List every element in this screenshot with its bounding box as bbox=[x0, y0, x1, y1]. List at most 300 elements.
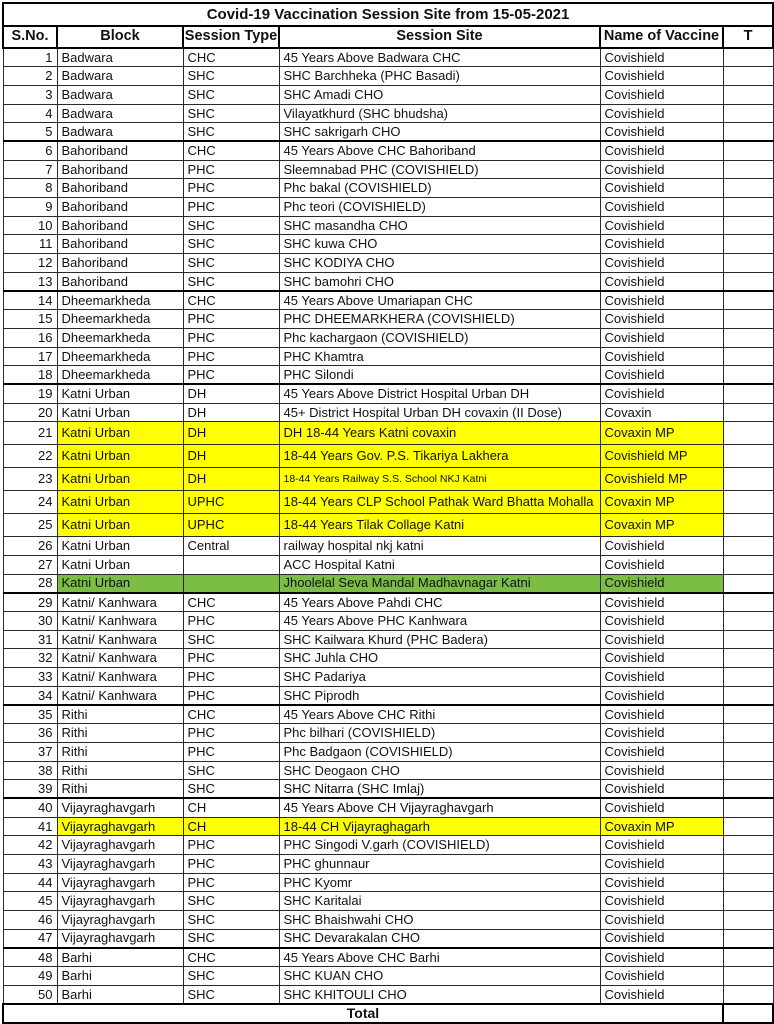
session-site-cell: SHC Juhla CHO bbox=[279, 649, 600, 668]
vaccine-cell: Covishield bbox=[600, 967, 723, 986]
block-cell: Badwara bbox=[57, 67, 183, 86]
truncated-cell bbox=[723, 892, 773, 911]
block-cell: Bahoriband bbox=[57, 160, 183, 179]
session-type-cell: CHC bbox=[183, 593, 279, 612]
block-cell: Katni Urban bbox=[57, 422, 183, 445]
block-cell: Bahoriband bbox=[57, 216, 183, 235]
total-extra-cell bbox=[723, 1004, 773, 1023]
sno-cell: 32 bbox=[3, 649, 57, 668]
table-row bbox=[3, 272, 773, 291]
truncated-cell bbox=[723, 724, 773, 743]
block-cell: Katni Urban bbox=[57, 384, 183, 403]
vaccine-cell: Covishield bbox=[600, 854, 723, 873]
session-type-cell: CHC bbox=[183, 291, 279, 310]
table-row bbox=[3, 555, 773, 574]
vaccine-cell: Covishield bbox=[600, 235, 723, 254]
session-type-cell: PHC bbox=[183, 366, 279, 385]
session-site-cell: SHC kuwa CHO bbox=[279, 235, 600, 254]
sno-cell: 16 bbox=[3, 328, 57, 347]
session-type-cell: CHC bbox=[183, 705, 279, 724]
truncated-cell bbox=[723, 537, 773, 556]
truncated-cell bbox=[723, 817, 773, 836]
table-row bbox=[3, 347, 773, 366]
title-row bbox=[3, 3, 773, 26]
block-cell: Bahoriband bbox=[57, 179, 183, 198]
session-site-cell: SHC Devarakalan CHO bbox=[279, 929, 600, 948]
sno-cell: 6 bbox=[3, 141, 57, 160]
session-site-cell: 45 Years Above CHC Bahoriband bbox=[279, 141, 600, 160]
truncated-cell bbox=[723, 445, 773, 468]
table-row bbox=[3, 780, 773, 799]
block-cell: Katni/ Kanhwara bbox=[57, 593, 183, 612]
vaccine-cell: Covaxin bbox=[600, 403, 723, 422]
session-type-cell bbox=[183, 555, 279, 574]
block-cell: Katni/ Kanhwara bbox=[57, 668, 183, 687]
table-row bbox=[3, 366, 773, 385]
truncated-cell bbox=[723, 514, 773, 537]
table-row bbox=[3, 761, 773, 780]
session-site-cell: SHC KODIYA CHO bbox=[279, 254, 600, 273]
table-row bbox=[3, 724, 773, 743]
table-row bbox=[3, 422, 773, 445]
session-site-cell: 45 Years Above CH Vijayraghavgarh bbox=[279, 798, 600, 817]
block-cell: Badwara bbox=[57, 48, 183, 67]
vaccine-cell: Covishield bbox=[600, 272, 723, 291]
table-row bbox=[3, 468, 773, 491]
vaccine-cell: Covishield bbox=[600, 48, 723, 67]
session-type-cell: SHC bbox=[183, 892, 279, 911]
block-cell: Rithi bbox=[57, 724, 183, 743]
block-cell: Barhi bbox=[57, 967, 183, 986]
session-type-cell: SHC bbox=[183, 254, 279, 273]
sno-cell: 5 bbox=[3, 123, 57, 142]
session-type-cell: PHC bbox=[183, 198, 279, 217]
vaccine-cell: Covishield bbox=[600, 123, 723, 142]
session-type-cell: SHC bbox=[183, 123, 279, 142]
vaccine-cell: Covishield bbox=[600, 160, 723, 179]
session-type-cell: CHC bbox=[183, 141, 279, 160]
vaccine-cell: Covishield bbox=[600, 873, 723, 892]
table-row bbox=[3, 514, 773, 537]
table-row bbox=[3, 742, 773, 761]
block-cell: Katni Urban bbox=[57, 537, 183, 556]
table-row bbox=[3, 384, 773, 403]
session-site-cell: Jhoolelal Seva Mandal Madhavnagar Katni bbox=[279, 574, 600, 593]
session-site-cell: 18-44 Years Railway S.S. School NKJ Katni bbox=[279, 468, 600, 491]
session-type-cell: DH bbox=[183, 445, 279, 468]
spreadsheet bbox=[2, 2, 774, 1024]
vaccine-cell: Covishield bbox=[600, 649, 723, 668]
block-cell: Bahoriband bbox=[57, 272, 183, 291]
table-row bbox=[3, 198, 773, 217]
table-row bbox=[3, 67, 773, 86]
vaccine-cell: Covishield bbox=[600, 328, 723, 347]
sno-cell: 39 bbox=[3, 780, 57, 799]
vaccine-cell: Covishield bbox=[600, 85, 723, 104]
truncated-cell bbox=[723, 854, 773, 873]
session-site-cell: PHC DHEEMARKHERA (COVISHIELD) bbox=[279, 310, 600, 329]
session-site-cell: Phc bakal (COVISHIELD) bbox=[279, 179, 600, 198]
block-cell: Vijayraghavgarh bbox=[57, 873, 183, 892]
sno-cell: 21 bbox=[3, 422, 57, 445]
truncated-cell bbox=[723, 742, 773, 761]
vaccine-cell: Covishield bbox=[600, 593, 723, 612]
session-site-cell: Vilayatkhurd (SHC bhudsha) bbox=[279, 104, 600, 123]
vaccine-cell: Covishield bbox=[600, 686, 723, 705]
table-row bbox=[3, 686, 773, 705]
column-header-session-site: Session Site bbox=[279, 26, 600, 48]
block-cell: Barhi bbox=[57, 985, 183, 1004]
session-site-cell: ACC Hospital Katni bbox=[279, 555, 600, 574]
vaccine-cell: Covishield bbox=[600, 67, 723, 86]
truncated-cell bbox=[723, 160, 773, 179]
vaccine-cell: Covishield bbox=[600, 630, 723, 649]
table-row bbox=[3, 612, 773, 631]
session-site-cell: 45 Years Above District Hospital Urban DH bbox=[279, 384, 600, 403]
block-cell: Vijayraghavgarh bbox=[57, 836, 183, 855]
sno-cell: 38 bbox=[3, 761, 57, 780]
sno-cell: 28 bbox=[3, 574, 57, 593]
truncated-cell bbox=[723, 705, 773, 724]
vaccine-cell: Covishield bbox=[600, 384, 723, 403]
vaccine-cell: Covishield MP bbox=[600, 468, 723, 491]
session-type-cell: SHC bbox=[183, 104, 279, 123]
session-site-cell: SHC KHITOULI CHO bbox=[279, 985, 600, 1004]
session-type-cell: PHC bbox=[183, 836, 279, 855]
session-site-cell: 18-44 Years CLP School Pathak Ward Bhatta Mohalla bbox=[279, 491, 600, 514]
session-type-cell: SHC bbox=[183, 929, 279, 948]
sno-cell: 47 bbox=[3, 929, 57, 948]
block-cell: Rithi bbox=[57, 780, 183, 799]
session-type-cell: SHC bbox=[183, 67, 279, 86]
block-cell: Katni/ Kanhwara bbox=[57, 612, 183, 631]
vaccine-cell: Covishield bbox=[600, 179, 723, 198]
truncated-cell bbox=[723, 403, 773, 422]
truncated-cell bbox=[723, 235, 773, 254]
total-row bbox=[3, 1004, 773, 1023]
session-type-cell: UPHC bbox=[183, 491, 279, 514]
block-cell: Katni/ Kanhwara bbox=[57, 649, 183, 668]
session-site-cell: Sleemnabad PHC (COVISHIELD) bbox=[279, 160, 600, 179]
vaccine-cell: Covishield bbox=[600, 985, 723, 1004]
sno-cell: 36 bbox=[3, 724, 57, 743]
sno-cell: 34 bbox=[3, 686, 57, 705]
session-site-cell: DH 18-44 Years Katni covaxin bbox=[279, 422, 600, 445]
block-cell: Bahoriband bbox=[57, 254, 183, 273]
column-header-session-type: Session Type bbox=[183, 26, 279, 48]
table-row bbox=[3, 892, 773, 911]
block-cell: Badwara bbox=[57, 123, 183, 142]
block-cell: Badwara bbox=[57, 104, 183, 123]
truncated-cell bbox=[723, 574, 773, 593]
vaccine-cell: Covishield bbox=[600, 724, 723, 743]
truncated-cell bbox=[723, 198, 773, 217]
sno-cell: 44 bbox=[3, 873, 57, 892]
vaccine-cell: Covishield bbox=[600, 537, 723, 556]
table-row bbox=[3, 328, 773, 347]
vaccine-cell: Covishield bbox=[600, 836, 723, 855]
sno-cell: 45 bbox=[3, 892, 57, 911]
sno-cell: 24 bbox=[3, 491, 57, 514]
session-site-cell: SHC Kailwara Khurd (PHC Badera) bbox=[279, 630, 600, 649]
table-row bbox=[3, 836, 773, 855]
table-row bbox=[3, 160, 773, 179]
sno-cell: 11 bbox=[3, 235, 57, 254]
block-cell: Vijayraghavgarh bbox=[57, 798, 183, 817]
truncated-cell bbox=[723, 780, 773, 799]
sno-cell: 9 bbox=[3, 198, 57, 217]
session-site-cell: 45 Years Above PHC Kanhwara bbox=[279, 612, 600, 631]
vaccine-cell: Covishield bbox=[600, 705, 723, 724]
vaccine-cell: Covishield bbox=[600, 366, 723, 385]
session-type-cell: DH bbox=[183, 468, 279, 491]
vaccine-cell: Covishield bbox=[600, 948, 723, 967]
truncated-cell bbox=[723, 649, 773, 668]
column-header-sno: S.No. bbox=[3, 26, 57, 48]
sno-cell: 8 bbox=[3, 179, 57, 198]
session-site-cell: SHC Deogaon CHO bbox=[279, 761, 600, 780]
block-cell: Rithi bbox=[57, 761, 183, 780]
table-row bbox=[3, 254, 773, 273]
truncated-cell bbox=[723, 593, 773, 612]
session-type-cell: DH bbox=[183, 422, 279, 445]
session-type-cell: SHC bbox=[183, 235, 279, 254]
session-site-cell: SHC Amadi CHO bbox=[279, 85, 600, 104]
block-cell: Dheemarkheda bbox=[57, 310, 183, 329]
sno-cell: 14 bbox=[3, 291, 57, 310]
vaccine-cell: Covishield MP bbox=[600, 445, 723, 468]
block-cell: Vijayraghavgarh bbox=[57, 911, 183, 930]
block-cell: Bahoriband bbox=[57, 235, 183, 254]
block-cell: Dheemarkheda bbox=[57, 328, 183, 347]
session-site-cell: SHC masandha CHO bbox=[279, 216, 600, 235]
session-type-cell: SHC bbox=[183, 761, 279, 780]
vaccine-cell: Covishield bbox=[600, 254, 723, 273]
column-header-truncated: T bbox=[723, 26, 773, 48]
table-row bbox=[3, 141, 773, 160]
session-type-cell: SHC bbox=[183, 967, 279, 986]
session-site-cell: SHC sakrigarh CHO bbox=[279, 123, 600, 142]
table-row bbox=[3, 85, 773, 104]
session-type-cell: PHC bbox=[183, 612, 279, 631]
sno-cell: 3 bbox=[3, 85, 57, 104]
vaccine-cell: Covishield bbox=[600, 141, 723, 160]
sno-cell: 49 bbox=[3, 967, 57, 986]
session-site-cell: 45 Years Above CHC Rithi bbox=[279, 705, 600, 724]
table-row bbox=[3, 967, 773, 986]
sno-cell: 10 bbox=[3, 216, 57, 235]
sno-cell: 40 bbox=[3, 798, 57, 817]
vaccine-cell: Covishield bbox=[600, 310, 723, 329]
table-row bbox=[3, 630, 773, 649]
sno-cell: 1 bbox=[3, 48, 57, 67]
table-foot bbox=[3, 1004, 773, 1023]
block-cell: Barhi bbox=[57, 948, 183, 967]
truncated-cell bbox=[723, 491, 773, 514]
table-row bbox=[3, 537, 773, 556]
truncated-cell bbox=[723, 468, 773, 491]
session-site-cell: PHC ghunnaur bbox=[279, 854, 600, 873]
truncated-cell bbox=[723, 630, 773, 649]
table-row bbox=[3, 403, 773, 422]
truncated-cell bbox=[723, 254, 773, 273]
table-body bbox=[3, 48, 773, 1004]
truncated-cell bbox=[723, 291, 773, 310]
block-cell: Vijayraghavgarh bbox=[57, 854, 183, 873]
session-site-cell: SHC Karitalai bbox=[279, 892, 600, 911]
session-type-cell: PHC bbox=[183, 179, 279, 198]
block-cell: Katni Urban bbox=[57, 555, 183, 574]
sno-cell: 4 bbox=[3, 104, 57, 123]
session-type-cell: SHC bbox=[183, 85, 279, 104]
truncated-cell bbox=[723, 48, 773, 67]
block-cell: Rithi bbox=[57, 705, 183, 724]
vaccine-cell: Covaxin MP bbox=[600, 491, 723, 514]
table-row bbox=[3, 179, 773, 198]
session-site-cell: SHC Piprodh bbox=[279, 686, 600, 705]
block-cell: Katni/ Kanhwara bbox=[57, 630, 183, 649]
truncated-cell bbox=[723, 761, 773, 780]
session-type-cell: SHC bbox=[183, 216, 279, 235]
session-site-cell: PHC Khamtra bbox=[279, 347, 600, 366]
sno-cell: 17 bbox=[3, 347, 57, 366]
truncated-cell bbox=[723, 272, 773, 291]
session-type-cell: SHC bbox=[183, 985, 279, 1004]
block-cell: Katni Urban bbox=[57, 403, 183, 422]
column-header-block: Block bbox=[57, 26, 183, 48]
session-type-cell: PHC bbox=[183, 873, 279, 892]
session-type-cell: CH bbox=[183, 817, 279, 836]
sno-cell: 25 bbox=[3, 514, 57, 537]
session-type-cell: CH bbox=[183, 798, 279, 817]
block-cell: Katni Urban bbox=[57, 491, 183, 514]
truncated-cell bbox=[723, 85, 773, 104]
table-row bbox=[3, 235, 773, 254]
vaccine-cell: Covaxin MP bbox=[600, 422, 723, 445]
truncated-cell bbox=[723, 104, 773, 123]
session-type-cell: DH bbox=[183, 403, 279, 422]
table-row bbox=[3, 649, 773, 668]
truncated-cell bbox=[723, 798, 773, 817]
table-row bbox=[3, 310, 773, 329]
sno-cell: 30 bbox=[3, 612, 57, 631]
truncated-cell bbox=[723, 422, 773, 445]
table-row bbox=[3, 929, 773, 948]
session-site-cell: railway hospital nkj katni bbox=[279, 537, 600, 556]
session-site-cell: 18-44 Years Tilak Collage Katni bbox=[279, 514, 600, 537]
block-cell: Vijayraghavgarh bbox=[57, 929, 183, 948]
session-site-cell: Phc Badgaon (COVISHIELD) bbox=[279, 742, 600, 761]
block-cell: Vijayraghavgarh bbox=[57, 892, 183, 911]
session-site-cell: 45 Years Above Umariapan CHC bbox=[279, 291, 600, 310]
block-cell: Katni Urban bbox=[57, 574, 183, 593]
block-cell: Rithi bbox=[57, 742, 183, 761]
session-type-cell: SHC bbox=[183, 630, 279, 649]
sno-cell: 7 bbox=[3, 160, 57, 179]
header-row bbox=[3, 26, 773, 48]
session-type-cell: CHC bbox=[183, 948, 279, 967]
session-site-cell: SHC bamohri CHO bbox=[279, 272, 600, 291]
truncated-cell bbox=[723, 612, 773, 631]
truncated-cell bbox=[723, 141, 773, 160]
session-site-cell: SHC KUAN CHO bbox=[279, 967, 600, 986]
session-site-cell: 18-44 CH Vijayraghagarh bbox=[279, 817, 600, 836]
session-site-cell: 18-44 Years Gov. P.S. Tikariya Lakhera bbox=[279, 445, 600, 468]
sno-cell: 23 bbox=[3, 468, 57, 491]
truncated-cell bbox=[723, 216, 773, 235]
session-type-cell: SHC bbox=[183, 272, 279, 291]
vaccine-cell: Covishield bbox=[600, 929, 723, 948]
session-site-cell: Phc kachargaon (COVISHIELD) bbox=[279, 328, 600, 347]
block-cell: Katni Urban bbox=[57, 514, 183, 537]
truncated-cell bbox=[723, 310, 773, 329]
session-type-cell: PHC bbox=[183, 854, 279, 873]
truncated-cell bbox=[723, 929, 773, 948]
session-type-cell: UPHC bbox=[183, 514, 279, 537]
session-site-cell: SHC Barchheka (PHC Basadi) bbox=[279, 67, 600, 86]
vaccine-cell: Covishield bbox=[600, 104, 723, 123]
table-head bbox=[3, 3, 773, 48]
sno-cell: 26 bbox=[3, 537, 57, 556]
session-type-cell: CHC bbox=[183, 48, 279, 67]
block-cell: Dheemarkheda bbox=[57, 291, 183, 310]
block-cell: Bahoriband bbox=[57, 198, 183, 217]
table-row bbox=[3, 798, 773, 817]
block-cell: Katni/ Kanhwara bbox=[57, 686, 183, 705]
session-type-cell: PHC bbox=[183, 347, 279, 366]
table-row bbox=[3, 873, 773, 892]
vaccination-session-table bbox=[2, 2, 774, 1024]
table-row bbox=[3, 291, 773, 310]
table-row bbox=[3, 445, 773, 468]
vaccine-cell: Covaxin MP bbox=[600, 514, 723, 537]
sno-cell: 29 bbox=[3, 593, 57, 612]
truncated-cell bbox=[723, 985, 773, 1004]
block-cell: Katni Urban bbox=[57, 445, 183, 468]
table-row bbox=[3, 48, 773, 67]
session-type-cell: DH bbox=[183, 384, 279, 403]
session-type-cell: PHC bbox=[183, 668, 279, 687]
vaccine-cell: Covishield bbox=[600, 198, 723, 217]
sno-cell: 20 bbox=[3, 403, 57, 422]
truncated-cell bbox=[723, 384, 773, 403]
session-site-cell: PHC Silondi bbox=[279, 366, 600, 385]
block-cell: Katni Urban bbox=[57, 468, 183, 491]
sno-cell: 50 bbox=[3, 985, 57, 1004]
truncated-cell bbox=[723, 686, 773, 705]
truncated-cell bbox=[723, 347, 773, 366]
session-type-cell: PHC bbox=[183, 742, 279, 761]
truncated-cell bbox=[723, 873, 773, 892]
block-cell: Vijayraghavgarh bbox=[57, 817, 183, 836]
vaccine-cell: Covishield bbox=[600, 574, 723, 593]
vaccine-cell: Covishield bbox=[600, 742, 723, 761]
truncated-cell bbox=[723, 366, 773, 385]
table-row bbox=[3, 593, 773, 612]
session-site-cell: 45 Years Above Pahdi CHC bbox=[279, 593, 600, 612]
table-row bbox=[3, 985, 773, 1004]
table-row bbox=[3, 911, 773, 930]
vaccine-cell: Covishield bbox=[600, 911, 723, 930]
sno-cell: 15 bbox=[3, 310, 57, 329]
sno-cell: 42 bbox=[3, 836, 57, 855]
block-cell: Dheemarkheda bbox=[57, 347, 183, 366]
truncated-cell bbox=[723, 911, 773, 930]
session-type-cell: PHC bbox=[183, 328, 279, 347]
session-type-cell: PHC bbox=[183, 310, 279, 329]
truncated-cell bbox=[723, 123, 773, 142]
vaccine-cell: Covishield bbox=[600, 668, 723, 687]
